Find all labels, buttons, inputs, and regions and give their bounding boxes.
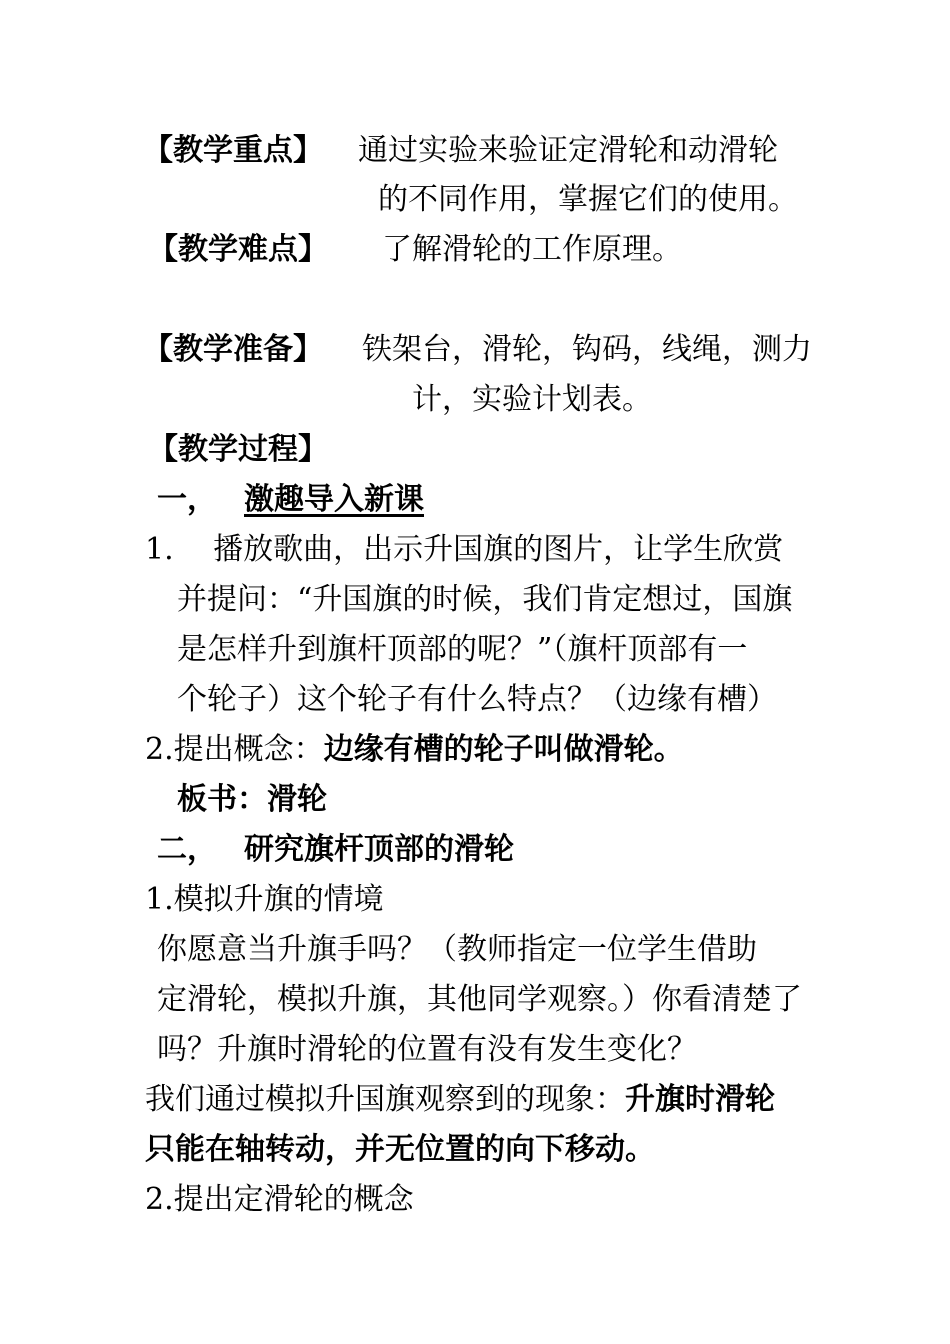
preparation-label: 【教学准备】 [143, 332, 323, 367]
section2-observation-line1 [145, 1080, 775, 1120]
section2-item1-title: 1.模拟升旗的情境 [145, 882, 384, 917]
section2-number: 二， [157, 832, 217, 867]
key-points-label: 【教学重点】 [143, 133, 323, 168]
section2-observation-prefix: 我们通过模拟升国旗观察到的现象： [145, 1082, 625, 1117]
section2-title: 研究旗杆顶部的滑轮 [244, 832, 514, 867]
section1-item1-line3: 是怎样升到旗杆顶部的呢？”（旗杆顶部有一 [177, 632, 748, 667]
section2-item1-line3: 吗？升旗时滑轮的位置有没有发生变化？ [157, 1032, 697, 1067]
section1-number: 一， [157, 482, 217, 517]
section1-item1-line2: 并提问：“升国旗的时候，我们肯定想过，国旗 [177, 582, 793, 617]
process-label: 【教学过程】 [148, 432, 328, 467]
section2-item2-title: 2.提出定滑轮的概念 [145, 1182, 414, 1217]
key-points-line2: 的不同作用，掌握它们的使用。 [378, 182, 798, 217]
section1-board: 板书：滑轮 [177, 782, 327, 817]
preparation-line2: 计，实验计划表。 [412, 382, 652, 417]
section2-observation-bold1: 升旗时滑轮 [625, 1082, 775, 1117]
section2-item1-line1: 你愿意当升旗手吗？（教师指定一位学生借助 [157, 932, 757, 967]
section1-title: 激趣导入新课 [244, 482, 424, 517]
key-points-line1: 通过实验来验证定滑轮和动滑轮 [358, 133, 778, 168]
section1-item1-line4: 个轮子）这个轮子有什么特点？（边缘有槽） [177, 682, 777, 717]
preparation-line1: 铁架台，滑轮，钩码，线绳，测力 [362, 332, 812, 367]
section1-item2-concept: 边缘有槽的轮子叫做滑轮。 [323, 732, 684, 767]
section1-item2-prefix: 2.提出概念： [145, 732, 324, 767]
section1-item2 [145, 730, 684, 770]
section2-item1-line2: 定滑轮，模拟升旗，其他同学观察。）你看清楚了 [157, 982, 802, 1017]
section2-observation-bold2: 只能在轴转动，并无位置的向下移动。 [145, 1132, 655, 1167]
difficulties-label: 【教学难点】 [148, 232, 328, 267]
section1-item1-line1: 1. 播放歌曲，出示升国旗的图片，让学生欣赏 [145, 532, 784, 567]
difficulties-text: 了解滑轮的工作原理。 [382, 232, 682, 267]
